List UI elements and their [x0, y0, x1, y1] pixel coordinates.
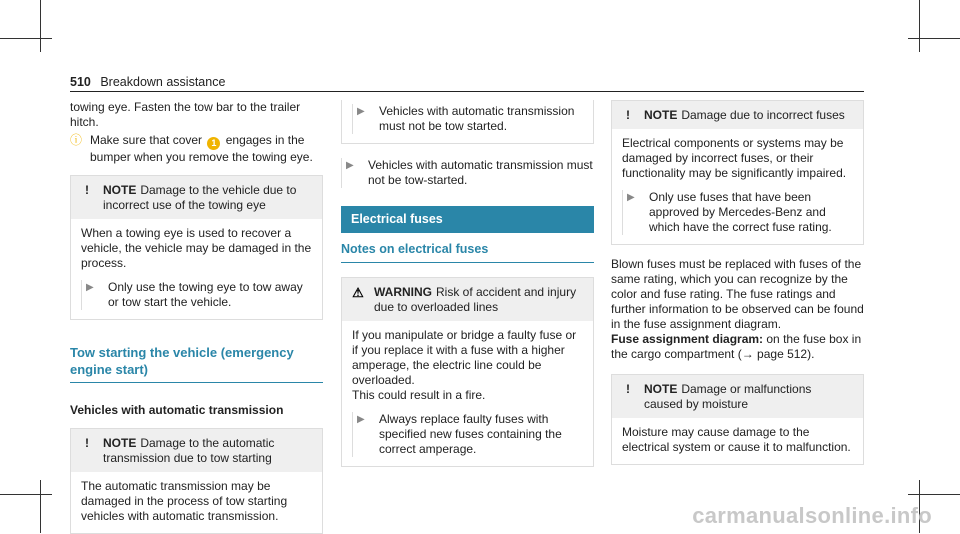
- exclamation-icon: !: [626, 382, 630, 396]
- crop-mark: [40, 480, 41, 533]
- warning-head-text: [374, 285, 583, 315]
- column-2: [341, 100, 594, 467]
- note-body: [612, 129, 863, 244]
- page-number: 510: [70, 75, 91, 89]
- note-label: NOTE: [103, 183, 137, 197]
- fuse-diagram-paragraph: [611, 332, 864, 362]
- tip: [70, 133, 323, 165]
- intro-text: towing eye. Fasten the tow bar to the trailer hitch.: [70, 100, 301, 129]
- tip-text: [90, 133, 323, 165]
- crop-mark: [0, 38, 52, 39]
- note-head-text: [644, 108, 845, 123]
- step: [622, 190, 853, 235]
- fuse-diagram-text: on the fuse box in the cargo compartment (→ page 512).: [611, 332, 862, 361]
- note-header: [71, 429, 322, 472]
- section-rule: [70, 382, 323, 383]
- header-rule: [70, 91, 864, 92]
- note-header: [612, 101, 863, 129]
- step: [352, 104, 583, 134]
- page-header: [70, 75, 225, 89]
- warning-box: [341, 277, 594, 467]
- step-text: Only use the towing eye to tow away or tow start the vehicle.: [108, 280, 303, 309]
- exclamation-icon: !: [626, 108, 630, 122]
- step-arrow-icon: ▶: [352, 412, 379, 457]
- warning-body: [342, 321, 593, 466]
- exclamation-icon: !: [85, 183, 89, 197]
- warning-header: [342, 278, 593, 321]
- note-header: [71, 176, 322, 219]
- step-arrow-icon: ▶: [352, 104, 379, 134]
- note-body: [612, 418, 863, 464]
- note-text: When a towing eye is used to recover a vehicle, the vehicle may be damaged in the process.: [81, 226, 312, 270]
- note-body: [71, 219, 322, 319]
- warning-label: WARNING: [374, 285, 432, 299]
- note-text: The automatic transmission may be damaged in the process of tow starting vehicles with automatic transmission.: [81, 479, 288, 523]
- step-arrow-icon: ▶: [622, 190, 649, 235]
- crop-mark: [0, 494, 52, 495]
- section-title: Tow starting the vehicle (emergency engine start): [70, 345, 294, 377]
- note-box-continued: [341, 100, 594, 144]
- note-text: Moisture may cause damage to the electrical system or cause it to malfunction.: [622, 425, 851, 454]
- section-rule: [341, 262, 594, 263]
- crop-mark: [908, 494, 960, 495]
- chapter-heading: Electrical fuses: [341, 206, 594, 233]
- note-box: [70, 428, 323, 534]
- step: [81, 280, 312, 310]
- callout-number: 1: [207, 137, 220, 150]
- fuse-paragraph: Blown fuses must be replaced with fuses of the same rating, which you can recognize by the color and fuse rating. The fuse ratings and further information to be observed can be found in the fuse assignment diagram.: [611, 257, 864, 331]
- warning-title: Risk of accident and injury due to overloaded lines: [374, 285, 577, 314]
- tip-before: Make sure that cover: [90, 133, 206, 147]
- crop-mark: [908, 38, 960, 39]
- step-text: Only use fuses that have been approved by Mercedes-Benz and which have the correct fuse rating.: [649, 190, 832, 234]
- note-title: Damage or malfunctions caused by moisture: [644, 382, 812, 411]
- step-text: Always replace faulty fuses with specified new fuses containing the correct amperage.: [379, 412, 562, 456]
- step-arrow-icon: ▶: [341, 158, 368, 188]
- step: [341, 158, 594, 188]
- fuse-diagram-label: Fuse assignment diagram:: [611, 332, 764, 346]
- exclamation-icon: !: [85, 436, 89, 450]
- tip-after: engages in the bumper when you remove the towing eye.: [90, 133, 313, 164]
- step: [352, 412, 583, 457]
- note-box: [611, 374, 864, 465]
- step-text: Vehicles with automatic transmission must not be tow started.: [379, 104, 575, 133]
- warning-triangle-icon: ⚠: [352, 285, 364, 300]
- column-1: [70, 100, 323, 534]
- warning-text: This could result in a fire.: [352, 388, 486, 402]
- crop-mark: [40, 0, 41, 52]
- note-header: [612, 375, 863, 418]
- step-arrow-icon: ▶: [81, 280, 108, 310]
- info-icon: ⓘ: [70, 133, 83, 147]
- note-head-text: [103, 183, 312, 213]
- column-3: [611, 100, 864, 465]
- step-text: Vehicles with automatic transmission must not be tow-started.: [368, 158, 593, 187]
- warning-text: If you manipulate or bridge a faulty fuse or if you replace it with a fuse with a higher amperage, the electric line could be overloaded.: [352, 328, 577, 387]
- watermark: carmanualsonline.info: [692, 503, 932, 528]
- section-title: Notes on electrical fuses: [341, 242, 489, 256]
- note-box: [611, 100, 864, 245]
- note-body: [342, 100, 593, 143]
- note-body: [71, 472, 322, 533]
- note-label: NOTE: [103, 436, 137, 450]
- note-text: Electrical components or systems may be damaged by incorrect fuses, or their functionality may be significantly impaired.: [622, 136, 847, 180]
- note-label: NOTE: [644, 108, 678, 122]
- subheading: Vehicles with automatic transmission: [70, 403, 284, 417]
- note-title: Damage to the vehicle due to incorrect use of the towing eye: [103, 183, 297, 212]
- note-head-text: [644, 382, 853, 412]
- note-title: Damage to the automatic transmission due to tow starting: [103, 436, 275, 465]
- note-box: [70, 175, 323, 320]
- note-head-text: [103, 436, 312, 466]
- note-title: Damage due to incorrect fuses: [681, 108, 845, 122]
- section-name: Breakdown assistance: [100, 75, 226, 89]
- crop-mark: [919, 0, 920, 52]
- note-label: NOTE: [644, 382, 678, 396]
